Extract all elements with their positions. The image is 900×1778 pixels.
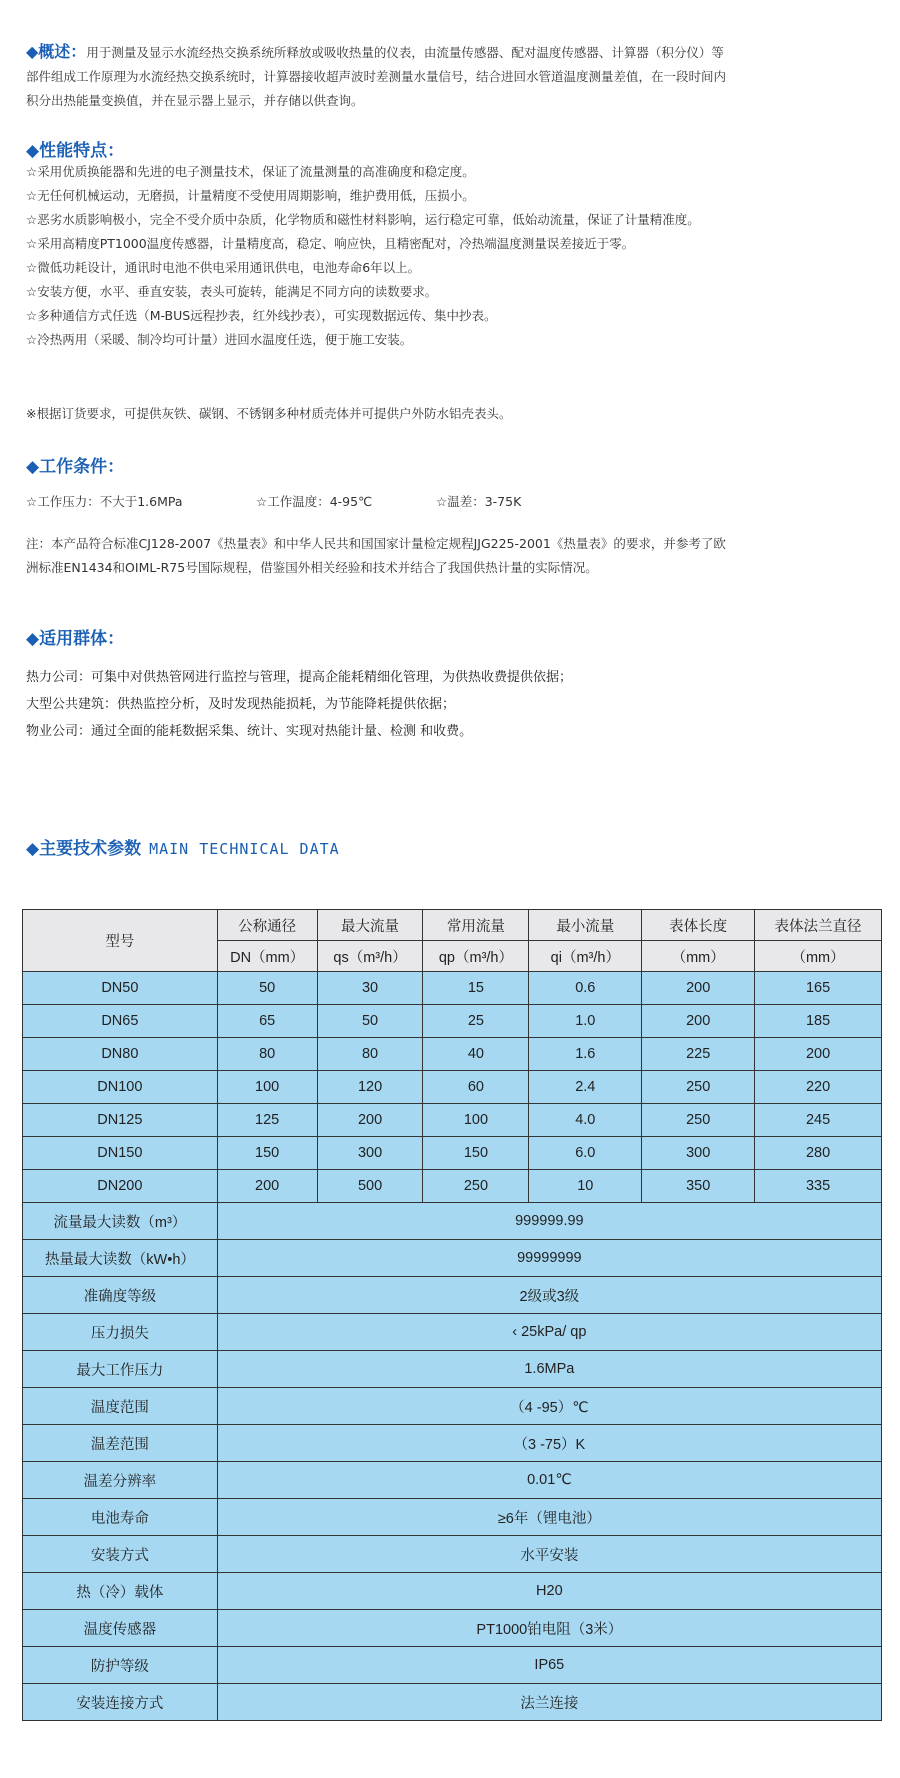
table-cell: 50 <box>217 972 317 1005</box>
unit-cell: qp（m³/h） <box>423 941 529 972</box>
table-cell: 250 <box>642 1071 755 1104</box>
model-cell: DN50 <box>23 972 218 1005</box>
table-cell: 40 <box>423 1038 529 1071</box>
header-model: 型号 <box>23 910 218 972</box>
param-value: IP65 <box>217 1647 881 1684</box>
table-row <box>23 1170 882 1203</box>
table-cell: 50 <box>317 1005 423 1038</box>
standard-note-line: 注：本产品符合标准CJ128-2007《热量表》和中华人民共和国国家计量检定规程JJG225-2001《热量表》的要求，并参考了欧 <box>26 536 726 551</box>
model-cell: DN200 <box>23 1170 218 1203</box>
param-label: 准确度等级 <box>23 1277 218 1314</box>
param-value: 99999999 <box>217 1240 881 1277</box>
condition-temp-diff: ☆温差：3-75K <box>436 494 522 509</box>
table-cell: 185 <box>755 1005 882 1038</box>
param-row <box>23 1277 882 1314</box>
table-cell: 6.0 <box>529 1137 642 1170</box>
param-value: 法兰连接 <box>217 1684 881 1721</box>
table-cell: 30 <box>317 972 423 1005</box>
standard-note <box>26 532 876 580</box>
table-cell: 15 <box>423 972 529 1005</box>
param-row <box>23 1240 882 1277</box>
param-label: 防护等级 <box>23 1647 218 1684</box>
table-cell: 300 <box>642 1137 755 1170</box>
table-cell: 200 <box>642 972 755 1005</box>
param-value: （4 -95）℃ <box>217 1388 881 1425</box>
features-list <box>26 160 876 352</box>
param-label: 最大工作压力 <box>23 1351 218 1388</box>
table-cell: 150 <box>423 1137 529 1170</box>
application-item: 大型公共建筑：供热监控分析，及时发现热能损耗，为节能降耗提供依据； <box>26 697 456 712</box>
feature-item: ☆冷热两用（采暖、制冷均可计量）进回水温度任选，便于施工安装。 <box>26 332 413 347</box>
param-value: PT1000铂电阻（3米） <box>217 1610 881 1647</box>
unit-cell: DN（mm） <box>217 941 317 972</box>
header-cell: 最大流量 <box>317 910 423 941</box>
table-cell: 225 <box>642 1038 755 1071</box>
param-row <box>23 1388 882 1425</box>
table-cell: 65 <box>217 1005 317 1038</box>
table-cell: 280 <box>755 1137 882 1170</box>
table-row <box>23 1104 882 1137</box>
param-row <box>23 1647 882 1684</box>
feature-item: ☆微低功耗设计，通讯时电池不供电采用通讯供电，电池寿命6年以上。 <box>26 260 421 275</box>
unit-cell: （mm） <box>755 941 882 972</box>
standard-note-line: 洲标准EN1434和OIML-R75号国际规程，借鉴国外相关经验和技术并结合了我国供热计量的实际情况。 <box>26 560 598 575</box>
model-cell: DN125 <box>23 1104 218 1137</box>
param-label: 安装连接方式 <box>23 1684 218 1721</box>
param-value: ‹ 25kPa/ qp <box>217 1314 881 1351</box>
param-value: （3 -75）K <box>217 1425 881 1462</box>
param-row <box>23 1203 882 1240</box>
model-cell: DN150 <box>23 1137 218 1170</box>
overview-line-2: 部件组成工作原理为水流经热交换系统时，计算器接收超声波时差测量水量信号，结合进回水管道温度测量差值，在一段时间内 <box>26 69 727 84</box>
unit-cell: qs（m³/h） <box>317 941 423 972</box>
table-cell: 200 <box>317 1104 423 1137</box>
table-row <box>23 1005 882 1038</box>
table-cell: 100 <box>423 1104 529 1137</box>
unit-cell: （mm） <box>642 941 755 972</box>
feature-item: ☆多种通信方式任选（M-BUS远程抄表，红外线抄表），可实现数据远传、集中抄表。 <box>26 308 497 323</box>
param-row <box>23 1462 882 1499</box>
table-row <box>23 972 882 1005</box>
feature-item: ☆采用高精度PT1000温度传感器，计量精度高，稳定、响应快，且精密配对，冷热端温度测量误差接近于零。 <box>26 236 635 251</box>
applications-list <box>26 664 876 745</box>
table-cell: 125 <box>217 1104 317 1137</box>
param-label: 压力损失 <box>23 1314 218 1351</box>
material-note: ※根据订货要求，可提供灰铁、碳钢、不锈钢多种材质壳体并可提供户外防水铝壳表头。 <box>26 406 512 421</box>
table-cell: 335 <box>755 1170 882 1203</box>
param-row <box>23 1351 882 1388</box>
model-cell: DN80 <box>23 1038 218 1071</box>
condition-pressure: ☆工作压力：不大于1.6MPa <box>26 494 183 509</box>
param-label: 热量最大读数（kW•h） <box>23 1240 218 1277</box>
header-cell: 表体长度 <box>642 910 755 941</box>
header-cell: 常用流量 <box>423 910 529 941</box>
table-cell: 245 <box>755 1104 882 1137</box>
features-title: ◆性能特点： <box>26 141 125 161</box>
table-cell: 2.4 <box>529 1071 642 1104</box>
param-value: 2级或3级 <box>217 1277 881 1314</box>
param-row <box>23 1573 882 1610</box>
table-cell: 250 <box>642 1104 755 1137</box>
param-row <box>23 1610 882 1647</box>
tech-title-cn: ◆主要技术参数 <box>26 839 142 859</box>
table-cell: 100 <box>217 1071 317 1104</box>
table-cell: 60 <box>423 1071 529 1104</box>
table-cell: 80 <box>217 1038 317 1071</box>
param-value: 0.01℃ <box>217 1462 881 1499</box>
param-label: 安装方式 <box>23 1536 218 1573</box>
table-cell: 4.0 <box>529 1104 642 1137</box>
table-header-row <box>23 910 882 941</box>
table-cell: 200 <box>217 1170 317 1203</box>
table-cell: 300 <box>317 1137 423 1170</box>
unit-cell: qi（m³/h） <box>529 941 642 972</box>
table-cell: 165 <box>755 972 882 1005</box>
overview-paragraph <box>26 40 876 113</box>
table-row <box>23 1038 882 1071</box>
param-label: 温差分辨率 <box>23 1462 218 1499</box>
model-cell: DN65 <box>23 1005 218 1038</box>
table-cell: 25 <box>423 1005 529 1038</box>
table-cell: 120 <box>317 1071 423 1104</box>
overview-line-1: 用于测量及显示水流经热交换系统所释放或吸收热量的仪表，由流量传感器、配对温度传感器、计算器（积分仪）等 <box>86 45 724 60</box>
table-cell: 80 <box>317 1038 423 1071</box>
param-value: 水平安装 <box>217 1536 881 1573</box>
feature-item: ☆无任何机械运动，无磨损，计量精度不受使用周期影响，维护费用低，压损小。 <box>26 188 475 203</box>
feature-item: ☆采用优质换能器和先进的电子测量技术，保证了流量测量的高准确度和稳定度。 <box>26 164 475 179</box>
condition-temperature: ☆工作温度：4-95℃ <box>256 494 373 509</box>
table-cell: 200 <box>755 1038 882 1071</box>
applications-title: ◆适用群体： <box>26 629 125 649</box>
param-label: 温度范围 <box>23 1388 218 1425</box>
param-row <box>23 1536 882 1573</box>
table-cell: 0.6 <box>529 972 642 1005</box>
tech-title-en: MAIN TECHNICAL DATA <box>149 840 340 858</box>
table-cell: 200 <box>642 1005 755 1038</box>
table-cell: 350 <box>642 1170 755 1203</box>
application-item: 热力公司：可集中对供热管网进行监控与管理，提高企能耗精细化管理，为供热收费提供依据； <box>26 670 573 685</box>
table-cell: 1.6 <box>529 1038 642 1071</box>
table-cell: 250 <box>423 1170 529 1203</box>
header-cell: 表体法兰直径 <box>755 910 882 941</box>
application-item: 物业公司：通过全面的能耗数据采集、统计、实现对热能计量、检测 和收费。 <box>26 724 473 739</box>
tech-title <box>26 834 340 859</box>
header-cell: 公称通径 <box>217 910 317 941</box>
header-cell: 最小流量 <box>529 910 642 941</box>
feature-item: ☆安装方便，水平、垂直安装，表头可旋转，能满足不同方向的读数要求。 <box>26 284 438 299</box>
table-cell: 500 <box>317 1170 423 1203</box>
param-label: 电池寿命 <box>23 1499 218 1536</box>
feature-item: ☆恶劣水质影响极小，完全不受介质中杂质，化学物质和磁性材料影响，运行稳定可靠，低始动流量，保证了计量精准度。 <box>26 212 700 227</box>
table-cell: 220 <box>755 1071 882 1104</box>
param-value: 1.6MPa <box>217 1351 881 1388</box>
param-label: 热（冷）载体 <box>23 1573 218 1610</box>
param-value: H20 <box>217 1573 881 1610</box>
param-label: 温度传感器 <box>23 1610 218 1647</box>
param-label: 温差范围 <box>23 1425 218 1462</box>
spec-table <box>22 909 882 1721</box>
param-row <box>23 1314 882 1351</box>
param-row <box>23 1499 882 1536</box>
param-value: 999999.99 <box>217 1203 881 1240</box>
param-label: 流量最大读数（m³） <box>23 1203 218 1240</box>
overview-line-3: 积分出热能量变换值，并在显示器上显示，并存储以供查询。 <box>26 93 364 108</box>
overview-title: ◆概述： <box>26 42 87 61</box>
param-row <box>23 1684 882 1721</box>
table-cell: 150 <box>217 1137 317 1170</box>
table-row <box>23 1137 882 1170</box>
param-value: ≥6年（锂电池） <box>217 1499 881 1536</box>
table-cell: 10 <box>529 1170 642 1203</box>
conditions-title: ◆工作条件： <box>26 457 125 477</box>
table-row <box>23 1071 882 1104</box>
table-cell: 1.0 <box>529 1005 642 1038</box>
model-cell: DN100 <box>23 1071 218 1104</box>
param-row <box>23 1425 882 1462</box>
